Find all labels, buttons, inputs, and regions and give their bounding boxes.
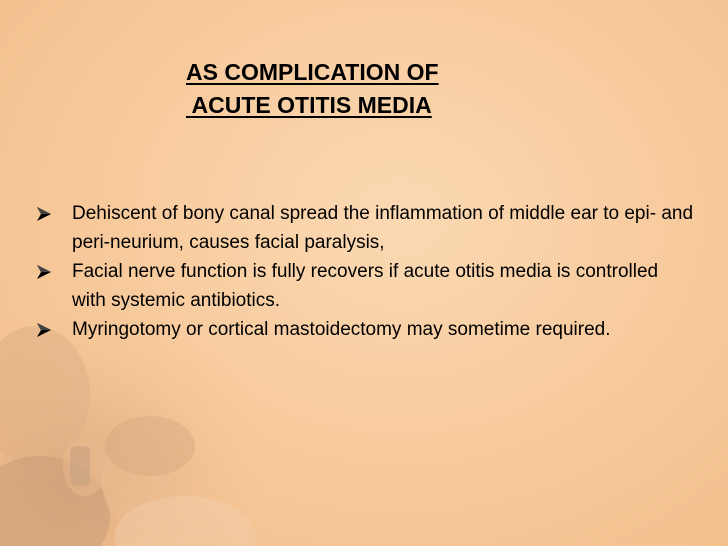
title-line-1: AS COMPLICATION OF	[186, 59, 439, 85]
bullet-text: Dehiscent of bony canal spread the inflammation of middle ear to epi- and peri-neurium, causes facial paralysis,	[72, 203, 694, 253]
slide-title	[186, 56, 546, 122]
bullet-list	[36, 200, 696, 346]
arrowhead-bullet-icon	[36, 206, 52, 222]
arrowhead-bullet-icon	[36, 322, 52, 338]
bullet-item	[36, 200, 696, 257]
title-line-2: ACUTE OTITIS MEDIA	[186, 92, 432, 118]
bullet-item	[36, 316, 696, 345]
bullet-item	[36, 258, 696, 315]
bullet-text: Facial nerve function is fully recovers if acute otitis media is controlled with systemic antibiotics.	[72, 261, 659, 311]
bullet-text: Myringotomy or cortical mastoidectomy may sometime required.	[72, 319, 611, 340]
decorative-photo	[0, 316, 260, 546]
arrowhead-bullet-icon	[36, 264, 52, 280]
